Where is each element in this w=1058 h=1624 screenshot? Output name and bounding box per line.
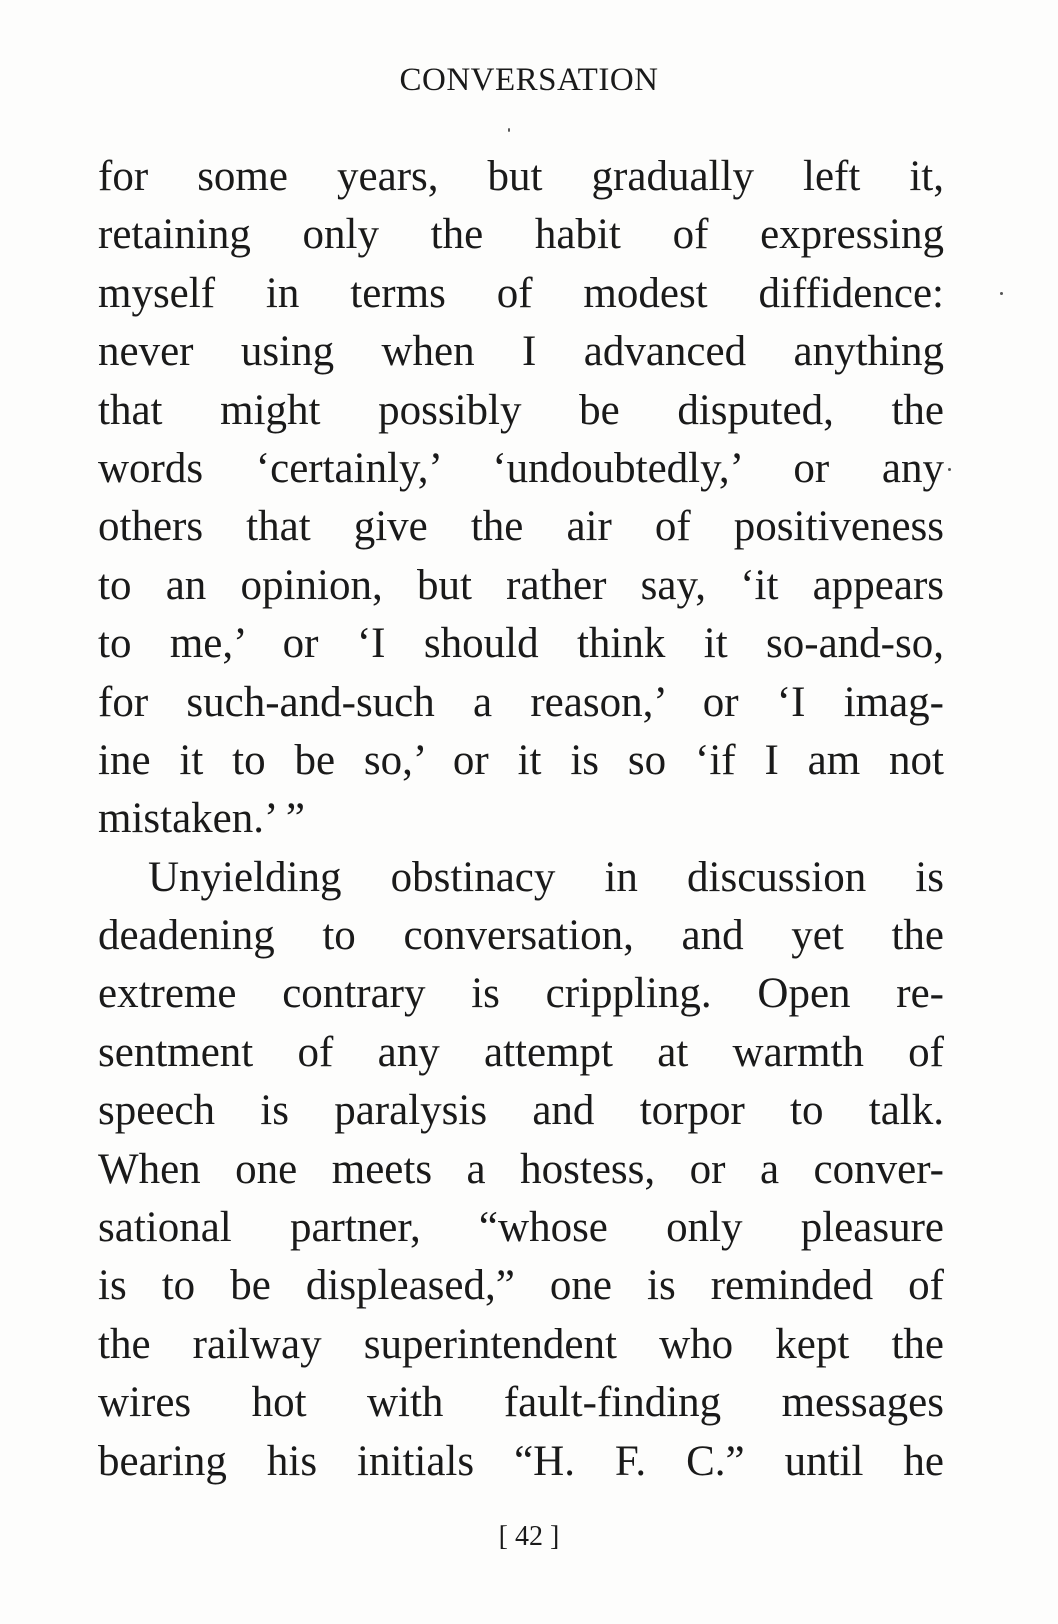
text-line: bearing his initials “H. F. C.” until he — [98, 1437, 944, 1485]
text-line: others that give the air of positiveness — [98, 503, 944, 551]
text-line: for some years, but gradually left it, — [98, 153, 944, 200]
text-line: the railway superintendent who kept the — [98, 1320, 944, 1368]
text-line: extreme contrary is crippling. Open re- — [98, 970, 944, 1018]
text-line: to me,’ or ‘I should think it so-and-so, — [98, 620, 944, 668]
text-line: words ‘certainly,’ ‘undoubtedly,’ or any — [98, 444, 944, 492]
text-line: that might possibly be disputed, the — [98, 386, 944, 434]
text-line: for such-and-such a reason,’ or ‘I imag- — [98, 678, 944, 726]
scan-speck — [948, 468, 951, 471]
text-line: wires hot with fault-finding messages — [98, 1379, 944, 1427]
paragraph-start-line: Unyielding obstinacy in discussion is — [148, 853, 944, 901]
text-line: never using when I advanced anything — [98, 328, 944, 376]
text-line: to an opinion, but rather say, ‘it appears — [98, 561, 944, 609]
text-line: ine it to be so,’ or it is so ‘if I am not — [98, 736, 944, 784]
text-line: retaining only the habit of expressing — [98, 211, 944, 259]
text-line: myself in terms of modest diffidence: — [98, 269, 944, 317]
text-line: speech is paralysis and torpor to talk. — [98, 1087, 944, 1135]
body-text — [98, 148, 944, 1491]
page-number: [ 42 ] — [498, 1521, 560, 1552]
running-title: CONVERSATION — [399, 62, 659, 98]
text-line: sational partner, “whose only pleasure — [98, 1204, 944, 1252]
text-line: sentment of any attempt at warmth of — [98, 1028, 944, 1076]
text-line: When one meets a hostess, or a conver- — [98, 1145, 944, 1193]
scan-speck — [1000, 292, 1003, 295]
paragraph-end-line: mistaken.’ ” — [98, 795, 305, 843]
text-line: is to be displeased,” one is reminded of — [98, 1262, 944, 1310]
text-line: deadening to conversation, and yet the — [98, 912, 944, 960]
scan-speck — [508, 128, 510, 132]
